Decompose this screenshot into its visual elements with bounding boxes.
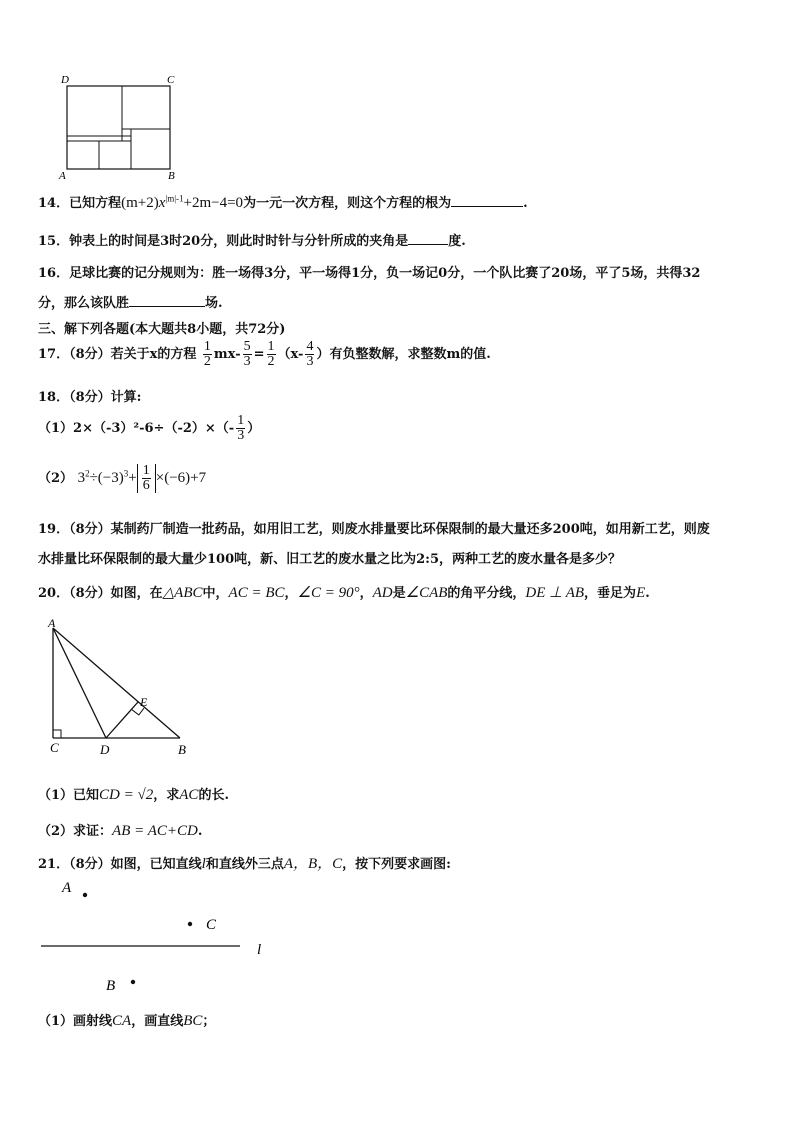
fraction <box>203 340 212 369</box>
numerator: 1 <box>203 339 211 354</box>
point-label-b: B <box>168 170 175 182</box>
numerator: 1 <box>142 463 150 478</box>
point-label-b: B <box>178 742 186 757</box>
point-label-a: A <box>62 880 72 896</box>
question-text: . <box>645 586 650 601</box>
question-text: ， <box>359 586 373 601</box>
question-text: ， <box>284 586 298 601</box>
question-21 <box>38 852 451 873</box>
math-expression: DE ⊥ AB <box>525 585 585 601</box>
question-18-title: 18．（8分）计算: <box>38 390 142 405</box>
answer-blank[interactable] <box>451 194 523 207</box>
rectangle-figure <box>55 72 185 182</box>
math-expression: AD <box>372 585 393 601</box>
equation-part: (m+2) <box>121 195 159 211</box>
question-16-line-1: 16．足球比赛的记分规则为：胜一场得3分，平一场得1分，负一场记0分，一个队比赛了20场，平了5场，共得32 <box>38 266 701 281</box>
question-text: ，求 <box>153 788 180 803</box>
section-heading: 三、解下列各题(本大题共8小题，共72分) <box>38 322 286 337</box>
question-text: 度. <box>448 234 466 249</box>
equation-part: ÷(−3) <box>89 470 124 486</box>
question-text: 和直线外三点 <box>205 857 284 872</box>
question-text: 分，那么该队胜 <box>38 296 130 311</box>
denominator: 2 <box>203 354 211 369</box>
question-18-part-2 <box>38 464 206 493</box>
point-b <box>131 980 135 984</box>
question-text: . <box>197 824 203 839</box>
question-18-part-1 <box>38 414 260 443</box>
question-text: （2）求证： <box>38 824 113 839</box>
numerator: 4 <box>306 339 314 354</box>
question-text: ，垂足为 <box>584 586 637 601</box>
equation-part: ×(−6)+7 <box>155 470 207 486</box>
question-text: 21．（8分）如图，已知直线 <box>38 857 202 872</box>
question-text: 17．（8分）若关于x的方程 <box>38 347 197 362</box>
question-20 <box>38 582 650 602</box>
math-expression: AC = BC <box>228 585 285 601</box>
numerator: 1 <box>267 339 275 354</box>
question-text: ）有负整数解，求整数m的值. <box>316 347 491 362</box>
question-text: 场. <box>205 296 223 311</box>
point-label-a: A <box>48 616 56 630</box>
question-text: 为一元一次方程，则这个方程的根为 <box>243 196 452 211</box>
question-20-part-1 <box>38 784 229 804</box>
equation-exponent: |m|-1 <box>165 193 184 204</box>
point-label-d: D <box>100 742 110 757</box>
question-20-part-2 <box>38 820 202 840</box>
math-expression: l <box>201 856 206 872</box>
math-expression: CD = √2 <box>99 787 154 803</box>
denominator: 6 <box>142 478 150 493</box>
question-text: 的长. <box>198 788 229 803</box>
equation-part: + <box>128 470 137 486</box>
point-c <box>188 922 192 926</box>
point-label-c: C <box>206 917 217 933</box>
fraction <box>243 340 252 369</box>
math-expression: ∠C = 90° <box>297 585 360 601</box>
equation-part: +2m−4=0 <box>183 195 244 211</box>
denominator: 2 <box>267 354 275 369</box>
equation-part: 3 <box>77 470 86 486</box>
equation-part: （x- <box>277 347 304 362</box>
question-text: . <box>523 196 528 211</box>
question-text: （2） <box>38 471 74 486</box>
question-text: （1）画射线 <box>38 1014 113 1029</box>
question-21-part-1 <box>38 1010 215 1030</box>
question-text: ） <box>247 421 261 436</box>
equation-part: mx- <box>213 347 241 362</box>
equation-part: = <box>253 347 265 362</box>
question-text: （1）已知 <box>38 788 100 803</box>
math-expression: CA <box>112 1013 132 1029</box>
question-text: 已知方程 <box>69 196 122 211</box>
question-number: 14． <box>38 196 70 211</box>
point-label-e: E <box>140 695 148 709</box>
math-expression: △ABC <box>162 585 203 601</box>
math-expression: BC <box>183 1013 203 1029</box>
absolute-value <box>137 464 156 493</box>
exponent: 2 <box>85 468 90 479</box>
math-expression: AC <box>179 787 199 803</box>
point-label-a: A <box>59 170 66 182</box>
question-text: ，画直线 <box>131 1014 184 1029</box>
points-and-line-figure <box>38 872 278 997</box>
math-expression: ∠CAB <box>405 585 448 601</box>
question-text: ，按下列要求画图: <box>342 857 451 872</box>
question-text: 是 <box>392 586 406 601</box>
math-expression: E <box>636 585 646 601</box>
question-text: ； <box>202 1014 216 1029</box>
question-text: 中， <box>202 586 229 601</box>
answer-blank[interactable] <box>408 232 448 245</box>
answer-blank[interactable] <box>129 294 205 307</box>
equation-var: x <box>158 195 166 211</box>
numerator: 1 <box>237 413 245 428</box>
fraction <box>267 340 276 369</box>
question-text: 15．钟表上的时间是3时20分，则此时时针与分针所成的夹角是 <box>38 234 409 249</box>
denominator: 3 <box>237 428 245 443</box>
point-a <box>83 893 87 897</box>
question-text: 的角平分线， <box>447 586 526 601</box>
question-text: （1）2×（-3）²-6÷（-2）×（- <box>38 421 235 436</box>
question-14 <box>38 192 528 212</box>
question-text: 20．（8分）如图，在 <box>38 586 163 601</box>
question-15 <box>38 230 466 249</box>
fraction <box>236 414 245 443</box>
question-17 <box>38 340 491 369</box>
point-label-c: C <box>167 74 175 86</box>
numerator: 5 <box>243 339 251 354</box>
triangle-figure <box>42 616 202 758</box>
point-label-b: B <box>106 978 116 994</box>
denominator: 3 <box>243 354 251 369</box>
fraction <box>142 464 151 493</box>
math-expression: A，B，C <box>283 856 343 872</box>
question-19-line-1: 19．（8分）某制药厂制造一批药品，如用旧工艺，则废水排量要比环保限制的最大量还多200吨，如用新工艺，则废 <box>38 522 710 537</box>
question-19-line-2: 水排量比环保限制的最大量少100吨，新、旧工艺的废水量之比为2:5，两种工艺的废水量各是多少？ <box>38 552 622 567</box>
question-16-line-2 <box>38 292 223 311</box>
fraction <box>305 340 314 369</box>
denominator: 3 <box>306 354 314 369</box>
line-label-l: l <box>257 942 262 958</box>
exponent: 3 <box>123 468 129 479</box>
point-label-c: C <box>50 740 59 755</box>
point-label-d: D <box>61 74 69 86</box>
math-expression: AB = AC+CD <box>112 823 198 839</box>
